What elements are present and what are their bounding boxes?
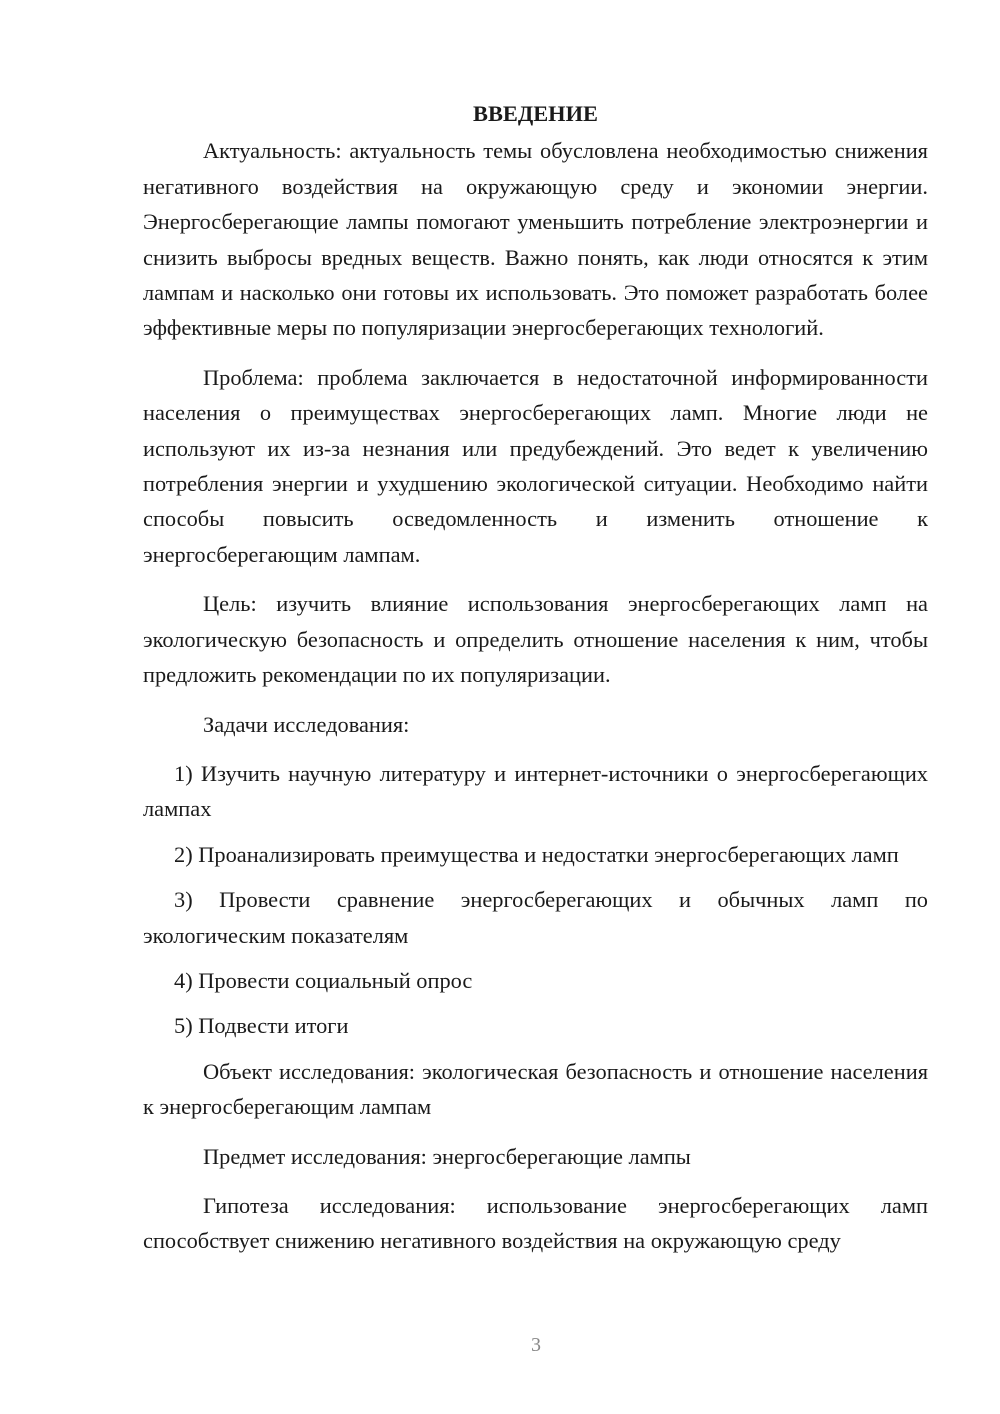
tasks-heading: Задачи исследования: bbox=[203, 711, 410, 737]
subject-paragraph: Предмет исследования: энергосберегающие лампы bbox=[203, 1143, 691, 1169]
document-page bbox=[143, 96, 928, 1273]
task-item-3: 3) Провести сравнение энергосберегающих и обычных ламп по экологическим показателям bbox=[143, 887, 928, 948]
task-item-2: 2) Проанализировать преимущества и недостатки энергосберегающих ламп bbox=[174, 841, 899, 867]
page-title: ВВЕДЕНИЕ bbox=[473, 101, 598, 126]
hypothesis-paragraph: Гипотеза исследования: использование энергосберегающих ламп способствует снижению негативного воздействия на окружающую среду bbox=[143, 1192, 928, 1254]
problem-paragraph: Проблема: проблема заключается в недостаточной информированности населения о преимуществах энергосберегающих ламп. Многие люди не используют их из-за незнания или предубеждений. Это ведет к увеличению потребления энергии и ухудшению экологической ситуации. Необходимо найти способы повысить осведомленность и изменить отношение к энергосберегающим лампам. bbox=[143, 364, 928, 567]
task-item-5: 5) Подвести итоги bbox=[174, 1013, 349, 1039]
relevance-paragraph: Актуальность: актуальность темы обусловлена необходимостью снижения негативного воздействия на окружающую среду и экономии энергии. Энергосберегающие лампы помогают уменьшить потребление электроэнергии и снизить выбросы вредных веществ. Важно понять, как люди относятся к этим лампам и насколько они готовы их использовать. Это поможет разработать более эффективные меры по популяризации энергосберегающих технологий. bbox=[143, 138, 928, 341]
task-item-4: 4) Провести социальный опрос bbox=[174, 967, 473, 993]
task-item-1: 1) Изучить научную литературу и интернет-источники о энергосберегающих лампах bbox=[143, 760, 928, 822]
object-paragraph: Объект исследования: экологическая безопасность и отношение населения к энергосберегающим лампам bbox=[143, 1058, 928, 1120]
page-number: 3 bbox=[531, 1334, 541, 1356]
goal-paragraph: Цель: изучить влияние использования энергосберегающих ламп на экологическую безопасность и определить отношение населения к ним, чтобы предложить рекомендации по их популяризации. bbox=[143, 591, 928, 688]
